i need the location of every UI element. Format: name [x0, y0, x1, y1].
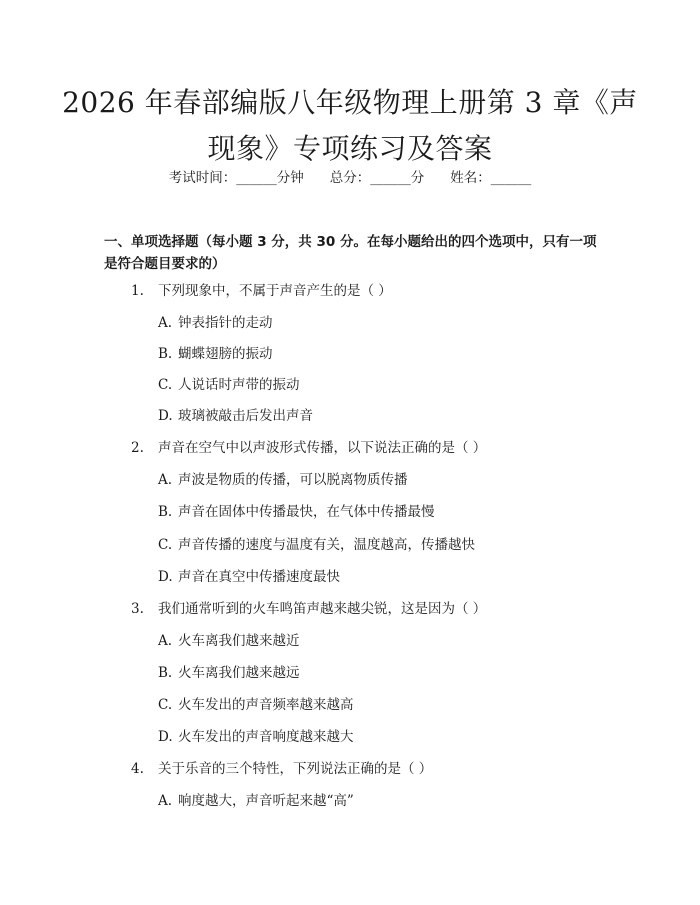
- question-1-option-b: [158, 344, 608, 364]
- question-3-option-d: [158, 727, 608, 747]
- question-number: 2.: [131, 440, 144, 456]
- question-1-option-c: [158, 375, 608, 395]
- option-text: 声音在真空中传播速度最快: [178, 569, 340, 585]
- option-letter: A.: [158, 633, 173, 649]
- question-number: 4.: [131, 761, 144, 777]
- option-text: 火车发出的声音响度越来越大: [178, 729, 354, 745]
- option-letter: D.: [158, 729, 173, 745]
- option-letter: C.: [158, 697, 173, 713]
- name-label: 姓名：______: [450, 170, 532, 186]
- exam-info: [0, 168, 700, 188]
- option-text: 火车离我们越来越近: [178, 633, 300, 649]
- question-3-option-c: [158, 695, 608, 715]
- section-heading: 一、单项选择题（每小题 3 分，共 30 分。在每小题给出的四个选项中，只有一项是符合题目要求的）: [104, 234, 597, 272]
- option-letter: D.: [158, 408, 173, 424]
- question-4: [131, 759, 611, 779]
- question-text: 下列现象中，不属于声音产生的是（ ）: [158, 283, 392, 299]
- exam-time-label: 考试时间：______分钟: [168, 170, 304, 186]
- question-number: 3.: [131, 601, 144, 617]
- option-letter: A.: [158, 315, 173, 331]
- option-text: 响度越大，声音听起来越“高”: [178, 793, 354, 809]
- option-text: 声音在固体中传播最快，在气体中传播最慢: [178, 504, 435, 520]
- question-2-option-d: [158, 567, 608, 587]
- title-line-1: 2026 年春部编版八年级物理上册第 3 章《声: [62, 86, 638, 119]
- question-1-option-d: [158, 406, 608, 426]
- question-2-option-c: [158, 535, 608, 555]
- question-1: [131, 281, 611, 301]
- option-text: 蝴蝶翅膀的振动: [178, 346, 273, 362]
- option-text: 钟表指针的走动: [178, 315, 273, 331]
- document-title: [60, 80, 640, 172]
- question-2: [131, 438, 611, 458]
- option-text: 声波是物质的传播，可以脱离物质传播: [178, 472, 408, 488]
- option-letter: A.: [158, 793, 173, 809]
- option-letter: B.: [158, 504, 173, 520]
- option-text: 声音传播的速度与温度有关，温度越高，传播越快: [178, 537, 475, 553]
- question-1-option-a: [158, 313, 608, 333]
- question-3-option-b: [158, 663, 608, 683]
- option-text: 玻璃被敲击后发出声音: [178, 408, 313, 424]
- question-text: 关于乐音的三个特性，下列说法正确的是（ ）: [158, 761, 433, 777]
- option-letter: C.: [158, 537, 173, 553]
- option-letter: B.: [158, 346, 173, 362]
- option-letter: D.: [158, 569, 173, 585]
- option-text: 火车离我们越来越远: [178, 665, 300, 681]
- question-3: [131, 599, 611, 619]
- question-text: 声音在空气中以声波形式传播，以下说法正确的是（ ）: [158, 440, 487, 456]
- question-2-option-a: [158, 470, 608, 490]
- option-letter: A.: [158, 472, 173, 488]
- question-2-option-b: [158, 502, 608, 522]
- total-score-label: 总分：______分: [329, 170, 425, 186]
- option-text: 人说话时声带的振动: [178, 377, 300, 393]
- option-text: 火车发出的声音频率越来越高: [178, 697, 354, 713]
- question-3-option-a: [158, 631, 608, 651]
- title-line-2: 现象》专项练习及答案: [207, 132, 493, 165]
- option-letter: C.: [158, 377, 173, 393]
- question-number: 1.: [131, 283, 144, 299]
- question-text: 我们通常听到的火车鸣笛声越来越尖锐，这是因为（ ）: [158, 601, 487, 617]
- option-letter: B.: [158, 665, 173, 681]
- question-4-option-a: [158, 791, 608, 811]
